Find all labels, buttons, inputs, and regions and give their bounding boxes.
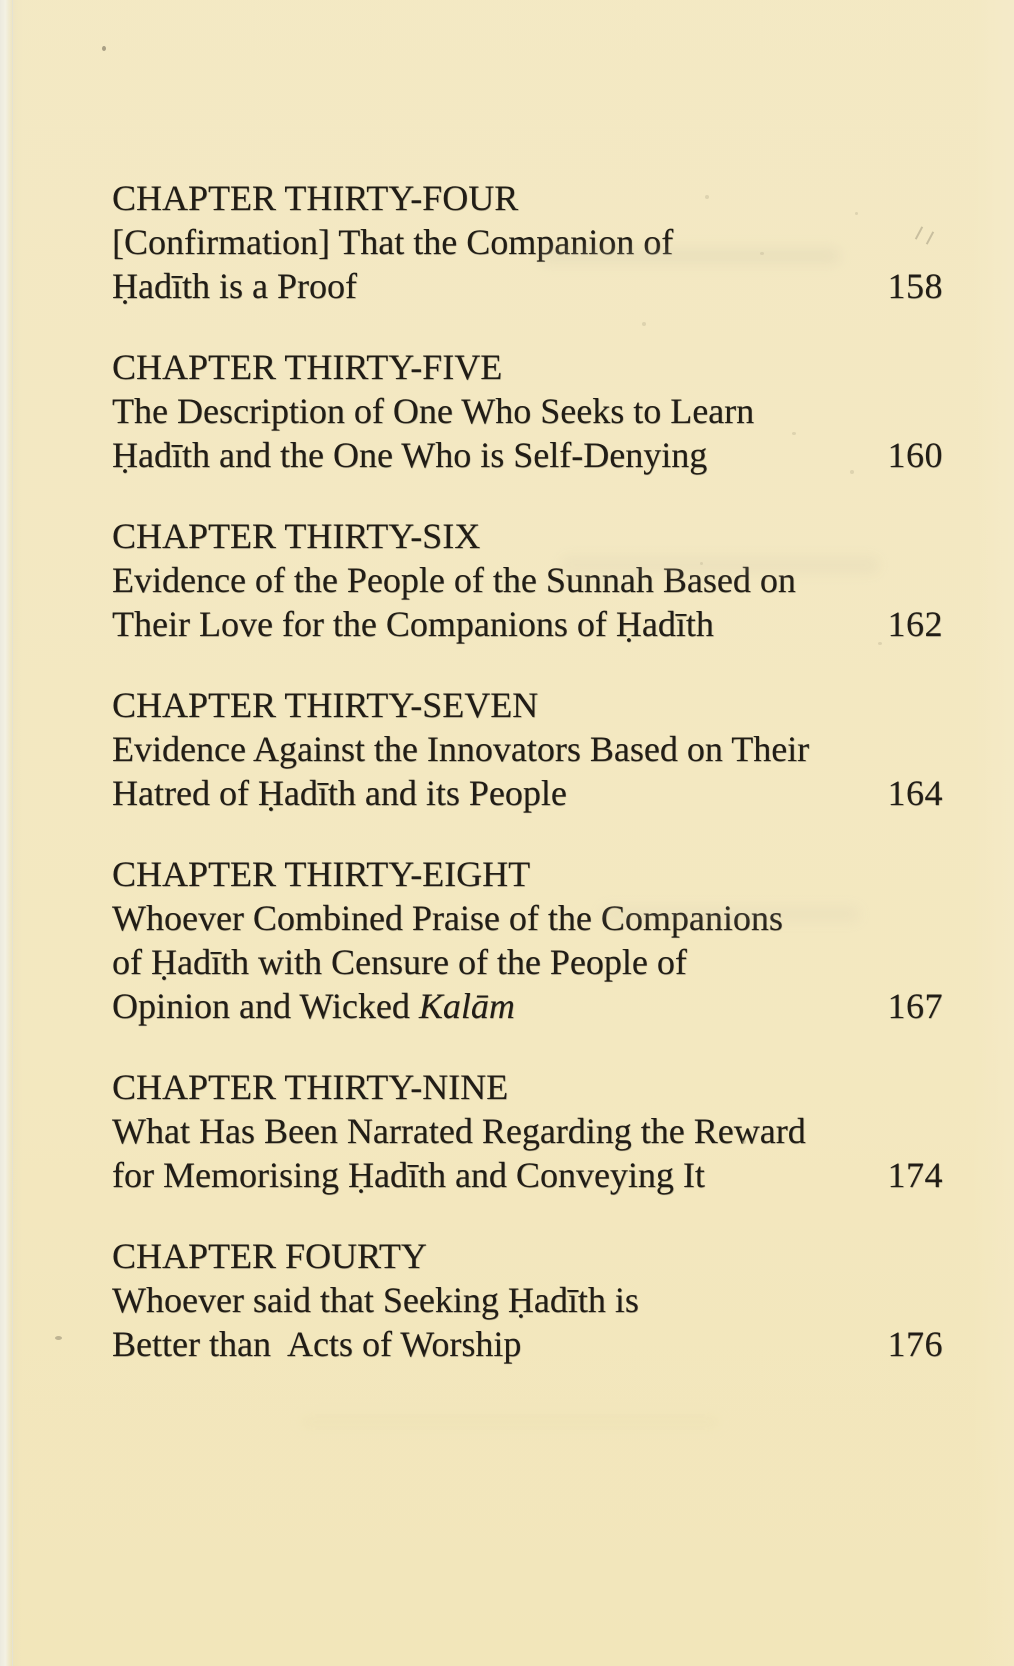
page-number: 158 (887, 266, 943, 306)
scan-speck (742, 1140, 746, 1144)
toc-line (112, 264, 943, 308)
toc-entry-chapter-39 (112, 1065, 943, 1197)
toc-line-text: for Memorising Ḥadīth and Conveying It (112, 1155, 705, 1195)
scan-speck (705, 195, 709, 199)
toc-entry-chapter-38 (112, 852, 943, 1028)
scan-speck (855, 212, 858, 215)
scan-speck (792, 432, 796, 435)
scan-ghosting-smudge (600, 906, 860, 922)
toc-entry-chapter-34 (112, 176, 943, 308)
toc-line-text: Evidence Against the Innovators Based on Their (112, 729, 810, 769)
scan-speck (102, 46, 106, 51)
page-number: 167 (887, 986, 943, 1026)
toc-line-text: of Ḥadīth with Censure of the People of (112, 942, 687, 982)
page-number: 174 (887, 1155, 943, 1195)
toc-entry-chapter-35 (112, 345, 943, 477)
page-number: 164 (887, 773, 943, 813)
toc-line-text: Opinion and Wicked (112, 986, 419, 1026)
toc-line-text: What Has Been Narrated Regarding the Reward (112, 1111, 806, 1151)
toc-line (112, 940, 943, 984)
scan-ghosting-smudge (540, 248, 840, 264)
toc-line-text: Better than Acts of Worship (112, 1324, 522, 1364)
toc-line-text: [Confirmation] That the Companion of (112, 222, 674, 262)
chapter-heading: CHAPTER THIRTY-NINE (112, 1067, 509, 1107)
chapter-heading: CHAPTER THIRTY-FIVE (112, 347, 503, 387)
toc-line-text: Hatred of Ḥadīth and its People (112, 773, 567, 813)
toc-line (112, 727, 943, 771)
chapter-heading: CHAPTER THIRTY-EIGHT (112, 854, 531, 894)
scan-ghosting-smudge (300, 1415, 720, 1429)
page-number: 160 (887, 435, 943, 475)
toc-line (112, 1109, 943, 1153)
toc-line (112, 389, 943, 433)
toc-line (112, 433, 943, 477)
toc-entry-chapter-37 (112, 683, 943, 815)
scan-speck (55, 1336, 62, 1340)
toc-line-text: The Description of One Who Seeks to Learn (112, 391, 755, 431)
toc-line (112, 1322, 943, 1366)
scan-speck (850, 470, 854, 474)
page-number: 162 (887, 604, 943, 644)
table-of-contents (112, 176, 943, 1366)
page-number: 176 (887, 1324, 943, 1364)
toc-line (112, 1278, 943, 1322)
toc-line-text: Ḥadīth is a Proof (112, 266, 357, 306)
chapter-heading: CHAPTER THIRTY-SEVEN (112, 685, 539, 725)
chapter-heading: CHAPTER THIRTY-SIX (112, 516, 481, 556)
page-binding-edge (0, 0, 13, 1666)
scan-ghosting-smudge (560, 556, 880, 574)
toc-entry-chapter-40 (112, 1234, 943, 1366)
toc-line-text: Whoever Combined Praise of the Companions (112, 898, 783, 938)
toc-line (112, 984, 943, 1028)
toc-line-text: Ḥadīth and the One Who is Self-Denying (112, 435, 708, 475)
toc-line (112, 602, 943, 646)
toc-line-italic-term: Kalām (418, 986, 515, 1026)
scan-speck (298, 285, 303, 290)
toc-line (112, 771, 943, 815)
toc-line-text: Whoever said that Seeking Ḥadīth is (112, 1280, 639, 1320)
chapter-heading: CHAPTER FOURTY (112, 1236, 427, 1276)
toc-line-text: Evidence of the People of the Sunnah Based on (112, 560, 796, 600)
toc-line-text: Their Love for the Companions of Ḥadīth (112, 604, 714, 644)
scan-speck (878, 642, 882, 645)
toc-entry-chapter-36 (112, 514, 943, 646)
toc-line (112, 1153, 943, 1197)
scan-speck (642, 322, 646, 326)
chapter-heading: CHAPTER THIRTY-FOUR (112, 178, 519, 218)
